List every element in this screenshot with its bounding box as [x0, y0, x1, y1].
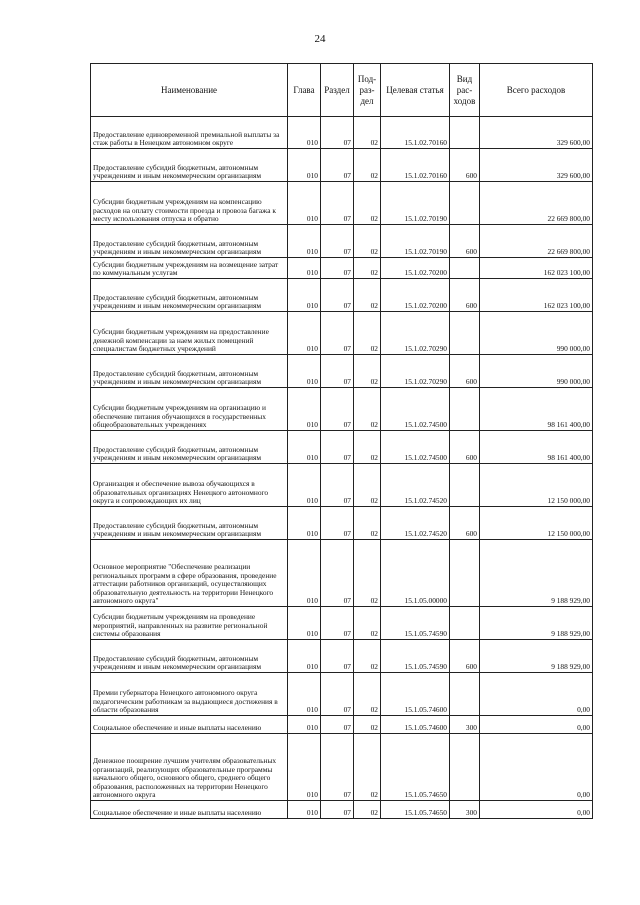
row-statya: 15.1.02.74500 [381, 388, 450, 431]
row-total: 9 188 929,00 [480, 640, 593, 673]
row-razdel: 07 [321, 507, 354, 540]
budget-table [90, 63, 593, 819]
table-header-row [91, 64, 593, 117]
row-podrazdel: 02 [354, 258, 381, 279]
row-razdel: 07 [321, 464, 354, 507]
row-name: Социальное обеспечение и иные выплаты населению [91, 801, 288, 819]
row-vid: 600 [450, 149, 480, 182]
row-razdel: 07 [321, 716, 354, 734]
row-total: 22 669 800,00 [480, 225, 593, 258]
row-podrazdel: 02 [354, 117, 381, 149]
row-name: Предоставление субсидий бюджетным, автономным учреждениям и иным некоммерческим организациям [91, 355, 288, 388]
row-name: Субсидии бюджетным учреждениям на организацию и обеспечение питания обучающихся в государственных общеобразовательных учреждениях [91, 388, 288, 431]
row-total: 329 600,00 [480, 149, 593, 182]
row-statya: 15.1.02.70160 [381, 117, 450, 149]
row-name: Предоставление субсидий бюджетным, автономным учреждениям и иным некоммерческим организациям [91, 640, 288, 673]
row-podrazdel: 02 [354, 607, 381, 640]
row-glava: 010 [288, 149, 321, 182]
row-name: Предоставление единовременной премиальной выплаты за стаж работы в Ненецком автономном округе [91, 117, 288, 149]
row-razdel: 07 [321, 388, 354, 431]
row-total: 9 188 929,00 [480, 607, 593, 640]
row-statya: 15.1.05.74650 [381, 801, 450, 819]
row-vid [450, 182, 480, 225]
row-name: Субсидии бюджетным учреждениям на проведение мероприятий, направленных на развитие региональной системы образования [91, 607, 288, 640]
row-total: 0,00 [480, 716, 593, 734]
row-razdel: 07 [321, 117, 354, 149]
row-total: 98 161 400,00 [480, 431, 593, 464]
table-row [91, 507, 593, 540]
row-podrazdel: 02 [354, 225, 381, 258]
row-statya: 15.1.02.70290 [381, 355, 450, 388]
row-statya: 15.1.02.70200 [381, 279, 450, 312]
row-statya: 15.1.05.74590 [381, 607, 450, 640]
row-glava: 010 [288, 507, 321, 540]
row-statya: 15.1.02.70200 [381, 258, 450, 279]
row-razdel: 07 [321, 801, 354, 819]
row-name: Премии губернатора Ненецкого автономного округа педагогическим работникам за выдающиеся достижения в области образования [91, 673, 288, 716]
row-razdel: 07 [321, 540, 354, 607]
table-row [91, 225, 593, 258]
row-vid [450, 734, 480, 801]
table-row [91, 117, 593, 149]
row-statya: 15.1.05.74600 [381, 716, 450, 734]
row-vid [450, 540, 480, 607]
row-glava: 010 [288, 258, 321, 279]
row-glava: 010 [288, 540, 321, 607]
table-row [91, 716, 593, 734]
row-glava: 010 [288, 640, 321, 673]
row-statya: 15.1.05.00000 [381, 540, 450, 607]
row-podrazdel: 02 [354, 464, 381, 507]
table-row [91, 673, 593, 716]
row-statya: 15.1.02.74520 [381, 507, 450, 540]
row-glava: 010 [288, 734, 321, 801]
header-razdel: Раздел [321, 64, 354, 117]
table-row [91, 355, 593, 388]
table-row [91, 801, 593, 819]
row-name: Предоставление субсидий бюджетным, автономным учреждениям и иным некоммерческим организациям [91, 225, 288, 258]
row-vid: 600 [450, 640, 480, 673]
row-razdel: 07 [321, 355, 354, 388]
row-razdel: 07 [321, 673, 354, 716]
table-row [91, 258, 593, 279]
row-glava: 010 [288, 279, 321, 312]
row-vid: 300 [450, 801, 480, 819]
row-statya: 15.1.05.74650 [381, 734, 450, 801]
row-glava: 010 [288, 673, 321, 716]
row-glava: 010 [288, 182, 321, 225]
row-name: Предоставление субсидий бюджетным, автономным учреждениям и иным некоммерческим организациям [91, 149, 288, 182]
row-glava: 010 [288, 801, 321, 819]
row-total: 9 188 929,00 [480, 540, 593, 607]
row-total: 990 000,00 [480, 355, 593, 388]
row-total: 12 150 000,00 [480, 507, 593, 540]
row-podrazdel: 02 [354, 279, 381, 312]
row-razdel: 07 [321, 734, 354, 801]
row-name: Предоставление субсидий бюджетным, автономным учреждениям и иным некоммерческим организациям [91, 279, 288, 312]
row-glava: 010 [288, 117, 321, 149]
table-row [91, 149, 593, 182]
page-number: 24 [314, 33, 326, 45]
row-total: 98 161 400,00 [480, 388, 593, 431]
table-row [91, 640, 593, 673]
row-name: Предоставление субсидий бюджетным, автономным учреждениям и иным некоммерческим организациям [91, 431, 288, 464]
row-total: 162 023 100,00 [480, 258, 593, 279]
row-razdel: 07 [321, 258, 354, 279]
row-vid: 600 [450, 279, 480, 312]
row-name: Денежное поощрение лучшим учителям образовательных организаций, реализующих образовательные программы начального общего, основного общего, среднего общего образования, расположенных на территории Ненецкого автономного округа [91, 734, 288, 801]
row-vid: 300 [450, 716, 480, 734]
row-glava: 010 [288, 388, 321, 431]
row-podrazdel: 02 [354, 431, 381, 464]
row-statya: 15.1.02.70190 [381, 182, 450, 225]
row-statya: 15.1.02.74520 [381, 464, 450, 507]
row-razdel: 07 [321, 225, 354, 258]
row-total: 162 023 100,00 [480, 279, 593, 312]
row-total: 22 669 800,00 [480, 182, 593, 225]
table-row [91, 734, 593, 801]
row-podrazdel: 02 [354, 801, 381, 819]
row-statya: 15.1.05.74590 [381, 640, 450, 673]
row-total: 12 150 000,00 [480, 464, 593, 507]
row-vid: 600 [450, 431, 480, 464]
row-total: 990 000,00 [480, 312, 593, 355]
row-glava: 010 [288, 355, 321, 388]
row-podrazdel: 02 [354, 640, 381, 673]
header-name: Наименование [91, 64, 288, 117]
row-vid: 600 [450, 355, 480, 388]
row-razdel: 07 [321, 640, 354, 673]
row-total: 0,00 [480, 734, 593, 801]
row-glava: 010 [288, 607, 321, 640]
table-row [91, 540, 593, 607]
row-podrazdel: 02 [354, 507, 381, 540]
row-razdel: 07 [321, 149, 354, 182]
row-glava: 010 [288, 225, 321, 258]
row-vid [450, 388, 480, 431]
row-statya: 15.1.02.70160 [381, 149, 450, 182]
row-vid [450, 258, 480, 279]
row-podrazdel: 02 [354, 355, 381, 388]
header-total: Всего расходов [480, 64, 593, 117]
row-glava: 010 [288, 312, 321, 355]
row-vid [450, 673, 480, 716]
header-podrazdel: Под-раз-дел [354, 64, 381, 117]
row-podrazdel: 02 [354, 673, 381, 716]
table-row [91, 464, 593, 507]
row-razdel: 07 [321, 312, 354, 355]
row-podrazdel: 02 [354, 716, 381, 734]
row-vid: 600 [450, 507, 480, 540]
row-razdel: 07 [321, 607, 354, 640]
row-name: Социальное обеспечение и иные выплаты населению [91, 716, 288, 734]
row-vid [450, 117, 480, 149]
row-razdel: 07 [321, 431, 354, 464]
row-statya: 15.1.02.74500 [381, 431, 450, 464]
row-glava: 010 [288, 716, 321, 734]
row-razdel: 07 [321, 182, 354, 225]
table-row [91, 431, 593, 464]
row-name: Основное мероприятие "Обеспечение реализации региональных программ в сфере образования, проведение аттестации работников организаций, осуществляющих образовательную деятельность на территории Ненецкого автономного округа" [91, 540, 288, 607]
row-podrazdel: 02 [354, 540, 381, 607]
row-podrazdel: 02 [354, 734, 381, 801]
header-vid: Вид рас-ходов [450, 64, 480, 117]
row-name: Субсидии бюджетным учреждениям на компенсацию расходов на оплату стоимости проезда и провоза багажа к месту использования отпуска и обратно [91, 182, 288, 225]
row-total: 0,00 [480, 673, 593, 716]
row-name: Организация и обеспечение вывоза обучающихся в образовательных организациях Ненецкого автономного округа и сопровождающих их лиц [91, 464, 288, 507]
table-row [91, 607, 593, 640]
row-statya: 15.1.05.74600 [381, 673, 450, 716]
row-vid: 600 [450, 225, 480, 258]
row-glava: 010 [288, 464, 321, 507]
row-statya: 15.1.02.70290 [381, 312, 450, 355]
row-name: Субсидии бюджетным учреждениям на предоставление денежной компенсации за наем жилых помещений специалистам бюджетных учреждений [91, 312, 288, 355]
row-podrazdel: 02 [354, 149, 381, 182]
row-name: Субсидии бюджетным учреждениям на возмещение затрат по коммунальным услугам [91, 258, 288, 279]
row-total: 0,00 [480, 801, 593, 819]
row-total: 329 600,00 [480, 117, 593, 149]
row-vid [450, 464, 480, 507]
table-row [91, 279, 593, 312]
row-statya: 15.1.02.70190 [381, 225, 450, 258]
row-podrazdel: 02 [354, 312, 381, 355]
row-vid [450, 607, 480, 640]
row-name: Предоставление субсидий бюджетным, автономным учреждениям и иным некоммерческим организациям [91, 507, 288, 540]
row-podrazdel: 02 [354, 388, 381, 431]
header-statya: Целевая статья [381, 64, 450, 117]
table-row [91, 312, 593, 355]
table-row [91, 388, 593, 431]
row-glava: 010 [288, 431, 321, 464]
table-row [91, 182, 593, 225]
row-podrazdel: 02 [354, 182, 381, 225]
header-glava: Глава [288, 64, 321, 117]
row-vid [450, 312, 480, 355]
row-razdel: 07 [321, 279, 354, 312]
table-body [91, 117, 593, 819]
